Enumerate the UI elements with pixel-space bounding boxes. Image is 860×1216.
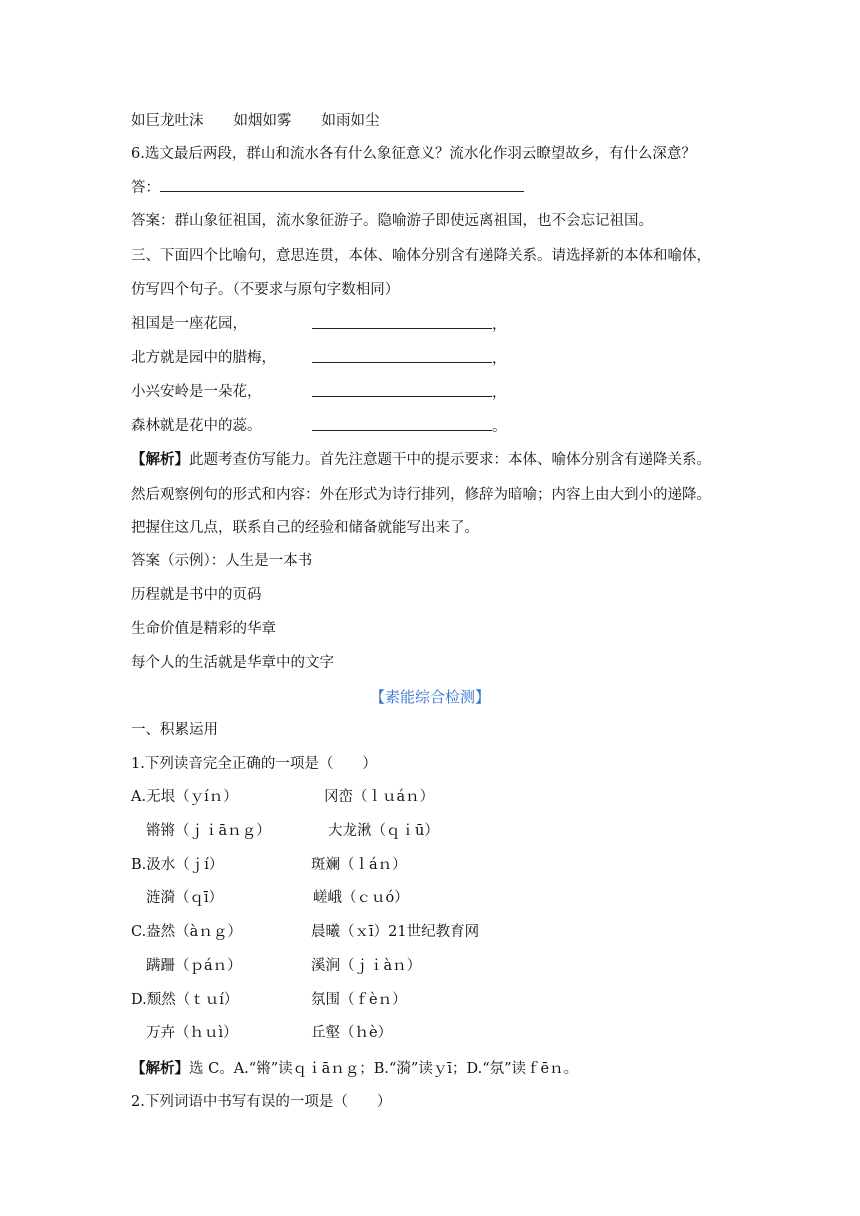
fill-text: 森林就是花中的蕊。 — [131, 418, 262, 434]
question-1: 1.下列读音完全正确的一项是（ ） — [131, 756, 377, 772]
sample-answer-3: 生命价值是精彩的华章 — [131, 621, 276, 637]
fill-slot-4 — [312, 416, 507, 437]
fill-text: 小兴安岭是一朵花， — [131, 384, 262, 400]
analysis-line-3: 把握住这几点，联系自己的经验和储备就能写出来了。 — [131, 520, 479, 536]
option-b-row-2 — [146, 888, 409, 908]
option-d-word-3: 万卉（ｈｕì） — [146, 1025, 238, 1041]
analysis-q1-tag: 【解析】 — [131, 1060, 189, 1077]
option-a-word-2: 冈峦（ｌｕáｎ） — [324, 789, 435, 805]
sample-answer-1: 答案（示例）：人生是一本书 — [131, 553, 313, 569]
fill-blank[interactable] — [312, 382, 492, 397]
section-title: 【素能综合检测】 — [369, 688, 490, 706]
fill-text: 北方就是园中的腊梅， — [131, 350, 276, 366]
simile-3: 如雨如尘 — [321, 113, 380, 129]
question-6: 6.选文最后两段，群山和流水各有什么象征意义？流水化作羽云瞭望故乡，有什么深意？ — [131, 146, 696, 162]
option-a-word-3: 锵锵（ｊｉāｎｇ） — [146, 823, 271, 839]
option-d-word-1: D.颓然（ｔｕí） — [131, 992, 239, 1008]
fill-line-1 — [131, 314, 507, 334]
part-1-heading: 一、积累运用 — [131, 722, 218, 738]
option-a-word-4: 大龙湫（ｑｉū） — [328, 823, 439, 839]
fill-end: ， — [492, 317, 507, 333]
option-d-word-2: 氛围（ｆèｎ） — [311, 992, 407, 1008]
simile-1: 如巨龙吐沫 — [131, 113, 204, 129]
analysis-text-1: 此题考查仿写能力。首先注意题干中的提示要求：本体、喻体分别含有递降关系。 — [189, 452, 711, 468]
answer-blank[interactable] — [160, 177, 524, 192]
fill-end: 。 — [492, 419, 507, 435]
option-c-word-1: C.盎然（àｎｇ） — [131, 924, 242, 940]
section-3-line-2: 仿写四个句子。（不要求与原句字数相同） — [131, 282, 400, 298]
fill-blank[interactable] — [312, 348, 492, 363]
fill-slot-1 — [312, 314, 507, 335]
fill-line-3 — [131, 382, 507, 402]
option-c-row-1 — [131, 922, 480, 942]
analysis-line-2: 然后观察例句的形式和内容：外在形式为诗行排列，修辞为暗喻；内容上由大到小的递降。 — [131, 487, 711, 503]
option-d-word-4: 丘壑（ｈè） — [311, 1025, 393, 1041]
option-c-row-2 — [146, 956, 422, 976]
fill-blank[interactable] — [312, 314, 492, 329]
fill-line-2 — [131, 348, 507, 368]
analysis-q1-text: 选 C。A.“锵”读ｑｉāｎｇ；B.“漪”读ｙī；D.“氛”读ｆēｎ。 — [189, 1061, 579, 1077]
fill-line-4 — [131, 416, 507, 436]
sample-answer-4: 每个人的生活就是华章中的文字 — [131, 655, 334, 671]
simile-examples-line — [131, 111, 380, 131]
analysis-tag: 【解析】 — [131, 451, 189, 468]
option-d-row-2 — [146, 1023, 393, 1043]
option-b-word-4: 嵯峨（ｃｕó） — [313, 890, 409, 906]
option-b-word-3: 涟漪（ｑī） — [146, 890, 224, 906]
option-c-word-2: 晨曦（ｘī）21世纪教育网 — [311, 924, 480, 940]
fill-slot-2 — [312, 348, 507, 369]
simile-2: 如烟如雾 — [233, 113, 292, 129]
fill-text: 祖国是一座花园， — [131, 316, 247, 332]
option-c-word-3: 蹒跚（ｐáｎ） — [146, 958, 242, 974]
fill-slot-3 — [312, 382, 507, 403]
option-b-word-1: B.汲水（ｊí） — [131, 857, 224, 873]
analysis-q1-line — [131, 1059, 578, 1079]
option-a-word-1: A.无垠（ｙíｎ） — [131, 789, 238, 805]
question-2: 2.下列词语中书写有误的一项是（ ） — [131, 1094, 392, 1110]
answer-prompt: 答： — [131, 180, 160, 196]
fill-end: ， — [492, 385, 507, 401]
fill-end: ， — [492, 351, 507, 367]
option-c-word-4: 溪涧（ｊｉàｎ） — [311, 958, 422, 974]
sample-answer-2: 历程就是书中的页码 — [131, 587, 262, 603]
option-a-row-1 — [131, 787, 435, 807]
fill-blank[interactable] — [312, 416, 492, 431]
option-d-row-1 — [131, 990, 407, 1010]
section-3-line-1: 三、下面四个比喻句，意思连贯，本体、喻体分别含有递降关系。请选择新的本体和喻体， — [131, 248, 711, 264]
option-b-word-2: 斑斓（ｌáｎ） — [311, 857, 407, 873]
option-a-row-2 — [146, 821, 439, 841]
option-b-row-1 — [131, 855, 407, 875]
analysis-line-1 — [131, 450, 711, 470]
answer-6: 答案：群山象征祖国，流水象征游子。隐喻游子即使远离祖国，也不会忘记祖国。 — [131, 213, 653, 229]
answer-line-6 — [131, 177, 524, 198]
